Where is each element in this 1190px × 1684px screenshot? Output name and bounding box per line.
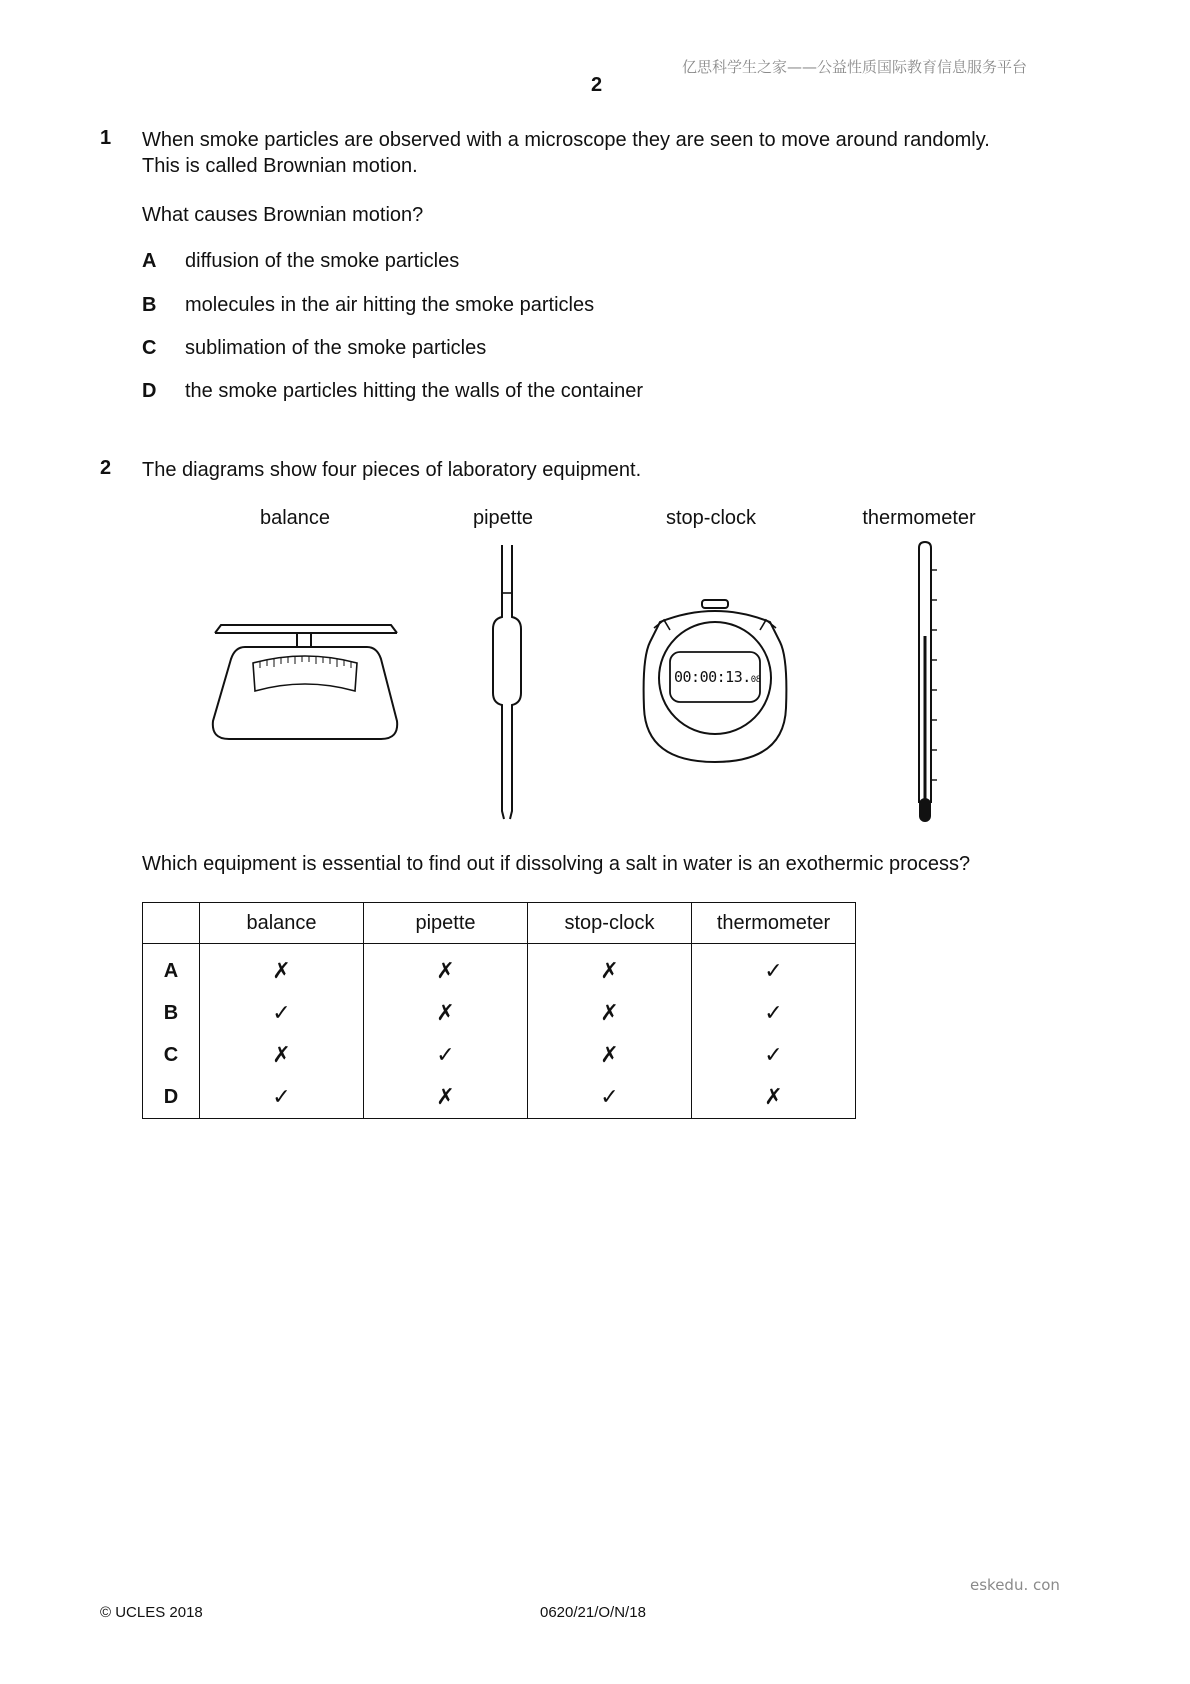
table-header-stop-clock: stop-clock	[528, 903, 692, 944]
footer-copyright: © UCLES 2018	[100, 1604, 203, 1621]
cell-thermometer: ✓	[692, 992, 856, 1034]
question-1-line1: When smoke particles are observed with a microscope they are seen to move around randomly.	[142, 129, 990, 151]
balance-diagram	[205, 615, 405, 745]
stop-clock-display	[674, 668, 761, 686]
q1-option-d-text: the smoke particles hitting the walls of the container	[185, 380, 644, 402]
question-2-prompt: Which equipment is essential to find out if dissolving a salt in water is an exothermic process?	[142, 853, 971, 875]
watermark-bottom: eskedu. con	[970, 1576, 1060, 1594]
question-1-number: 1	[100, 127, 112, 149]
cell-stop-clock: ✗	[528, 1034, 692, 1076]
cell-balance: ✗	[200, 1034, 364, 1076]
cell-thermometer: ✗	[692, 1076, 856, 1119]
table-row-b	[143, 992, 856, 1034]
cell-balance: ✓	[200, 1076, 364, 1119]
label-stop-clock: stop-clock	[665, 507, 757, 529]
cell-pipette: ✗	[364, 1076, 528, 1119]
question-2-text: The diagrams show four pieces of laboratory equipment.	[142, 459, 642, 481]
stop-clock-display-hundredths: 08	[750, 675, 761, 685]
table-header-pipette: pipette	[364, 903, 528, 944]
cell-thermometer: ✓	[692, 1034, 856, 1076]
table-header-row	[143, 903, 856, 944]
label-balance: balance	[259, 507, 331, 529]
cell-stop-clock: ✗	[528, 944, 692, 993]
q1-option-b-letter: B	[142, 294, 157, 316]
page-number: 2	[591, 74, 603, 96]
table-header-empty	[143, 903, 200, 944]
label-pipette: pipette	[472, 507, 534, 529]
cell-pipette: ✓	[364, 1034, 528, 1076]
q1-option-c-text: sublimation of the smoke particles	[185, 337, 487, 359]
question-1-prompt: What causes Brownian motion?	[142, 204, 424, 226]
cell-stop-clock: ✓	[528, 1076, 692, 1119]
watermark-top: 亿思科学生之家——公益性质国际教育信息服务平台	[682, 58, 1028, 76]
row-label: D	[143, 1076, 200, 1119]
table-row-c	[143, 1034, 856, 1076]
q1-option-c-letter: C	[142, 337, 157, 359]
cell-pipette: ✗	[364, 992, 528, 1034]
row-label: B	[143, 992, 200, 1034]
table-header-thermometer: thermometer	[692, 903, 856, 944]
table-row-a	[143, 944, 856, 993]
question-2-number: 2	[100, 457, 112, 479]
row-label: A	[143, 944, 200, 993]
answer-table	[142, 902, 856, 1119]
cell-pipette: ✗	[364, 944, 528, 993]
cell-balance: ✓	[200, 992, 364, 1034]
table-header-balance: balance	[200, 903, 364, 944]
q1-option-d-letter: D	[142, 380, 157, 402]
question-1-line2: This is called Brownian motion.	[142, 155, 418, 177]
q1-option-a-letter: A	[142, 250, 157, 272]
label-thermometer: thermometer	[862, 507, 976, 529]
cell-balance: ✗	[200, 944, 364, 993]
cell-thermometer: ✓	[692, 944, 856, 993]
table-row-d	[143, 1076, 856, 1119]
pipette-diagram	[487, 545, 527, 820]
row-label: C	[143, 1034, 200, 1076]
footer-paper-code: 0620/21/O/N/18	[540, 1604, 646, 1621]
cell-stop-clock: ✗	[528, 992, 692, 1034]
q1-option-a-text: diffusion of the smoke particles	[185, 250, 460, 272]
question-1-text	[142, 127, 1102, 179]
thermometer-diagram	[905, 540, 945, 825]
q1-option-b-text: molecules in the air hitting the smoke particles	[185, 294, 595, 316]
stop-clock-display-main: 00:00:13.	[674, 668, 751, 686]
